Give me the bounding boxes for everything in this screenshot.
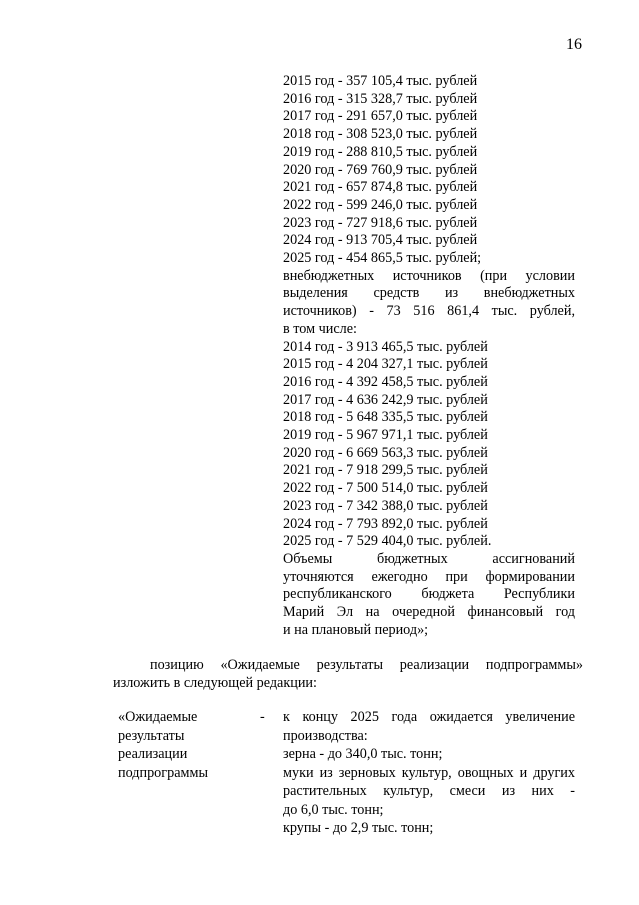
budget-year-line: 2018 год - 5 648 335,5 тыс. рублей <box>283 409 488 426</box>
budget-year-line: 2020 год - 769 760,9 тыс. рублей <box>283 161 478 178</box>
volumes-note-line: Марий Эл на очередной финансовый год <box>283 604 575 621</box>
budget-year-line: 2020 год - 6 669 563,3 тыс. рублей <box>283 444 488 461</box>
budget-year-line: 2019 год - 5 967 971,1 тыс. рублей <box>283 427 488 444</box>
position-paragraph-line: изложить в следующей редакции: <box>113 675 317 691</box>
budget-year-line: 2021 год - 7 918 299,5 тыс. рублей <box>283 462 488 479</box>
result-line: к концу 2025 года ожидается увеличение <box>283 709 575 725</box>
budget-year-line: 2022 год - 599 246,0 тыс. рублей <box>283 196 478 213</box>
result-line: растительных культур, смеси из них - <box>283 783 575 799</box>
budget-year-line: 2023 год - 727 918,6 тыс. рублей <box>283 214 478 231</box>
page-number: 16 <box>566 36 582 53</box>
label-dash: - <box>260 709 265 725</box>
result-line: муки из зерновых культур, овощных и других <box>283 764 575 781</box>
budget-year-line: 2022 год - 7 500 514,0 тыс. рублей <box>283 480 488 497</box>
budget-year-line: 2017 год - 4 636 242,9 тыс. рублей <box>283 391 488 408</box>
expected-results-content <box>283 708 575 838</box>
budget-year-line: 2023 год - 7 342 388,0 тыс. рублей <box>283 497 488 514</box>
volumes-note-line: Объемы бюджетных ассигнований <box>283 550 575 567</box>
position-paragraph-line: позицию «Ожидаемые результаты реализации подпрограммы» <box>150 657 583 673</box>
result-line: до 6,0 тыс. тонн; <box>283 801 384 818</box>
volumes-note-line: уточняются ежегодно при формировании <box>283 568 575 585</box>
budget-year-line: 2018 год - 308 523,0 тыс. рублей <box>283 126 478 143</box>
volumes-note-line: республиканского бюджета Республики <box>283 586 575 603</box>
budget-year-line: 2024 год - 7 793 892,0 тыс. рублей <box>283 515 488 532</box>
budget-year-line: 2017 год - 291 657,0 тыс. рублей <box>283 108 478 125</box>
budget-year-line: 2016 год - 315 328,7 тыс. рублей <box>283 90 478 107</box>
republic-budget-list <box>283 73 575 268</box>
result-line: зерна - до 340,0 тыс. тонн; <box>283 746 443 762</box>
label-line: результаты <box>118 727 185 744</box>
funding-column <box>283 73 575 640</box>
expected-results-label <box>118 708 278 782</box>
label-line: реализации <box>118 746 188 762</box>
extrabudget-intro <box>283 268 575 339</box>
budget-year-line: 2019 год - 288 810,5 тыс. рублей <box>283 143 478 160</box>
budget-year-line: 2021 год - 657 874,8 тыс. рублей <box>283 179 478 196</box>
budget-year-line: 2015 год - 357 105,4 тыс. рублей <box>283 73 478 89</box>
volumes-note <box>283 551 575 640</box>
extrabudget-line: выделения средств из внебюджетных <box>283 285 575 302</box>
extrabudget-line: внебюджетных источников (при условии <box>283 267 575 284</box>
result-line: производства: <box>283 727 368 744</box>
budget-year-line: 2024 год - 913 705,4 тыс. рублей <box>283 232 478 249</box>
budget-year-line: 2016 год - 4 392 458,5 тыс. рублей <box>283 373 488 390</box>
result-line: крупы - до 2,9 тыс. тонн; <box>283 820 434 836</box>
label-line: «Ожидаемые <box>118 709 198 725</box>
budget-year-line: 2015 год - 4 204 327,1 тыс. рублей <box>283 356 488 373</box>
budget-year-line: 2025 год - 7 529 404,0 тыс. рублей. <box>283 533 492 550</box>
position-paragraph <box>113 656 583 692</box>
volumes-note-line: и на плановый период»; <box>283 621 429 638</box>
extrabudget-line: в том числе: <box>283 320 357 337</box>
label-line: подпрограммы <box>118 764 208 781</box>
budget-year-line: 2025 год - 454 865,5 тыс. рублей; <box>283 250 482 267</box>
extrabudget-list <box>283 339 575 551</box>
budget-year-line: 2014 год - 3 913 465,5 тыс. рублей <box>283 338 488 355</box>
extrabudget-line: источников) - 73 516 861,4 тыс. рублей, <box>283 303 575 320</box>
